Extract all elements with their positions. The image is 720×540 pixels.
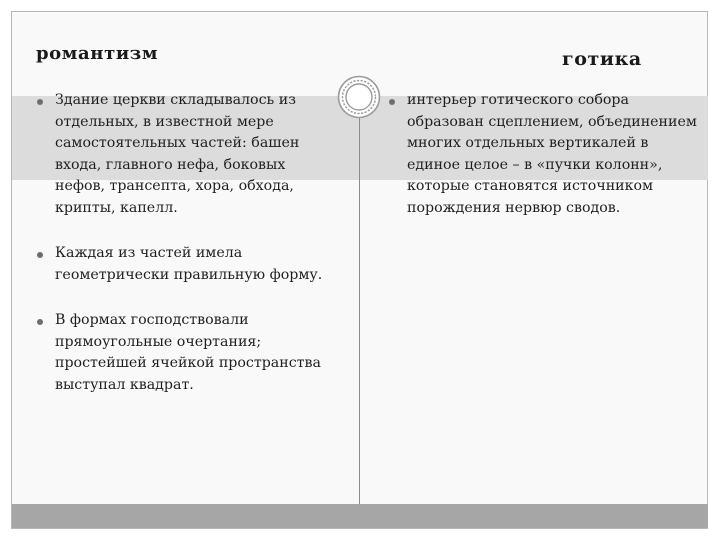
footer-bar (12, 504, 708, 528)
bullet-dot-icon (37, 99, 43, 105)
column-divider (359, 112, 360, 504)
center-ring-icon (337, 75, 381, 119)
bullet-dot-icon (389, 99, 395, 105)
heading-gothic: готика (562, 48, 642, 70)
list-item-text: интерьер готического собора образован сцеплением, объединением многих отдельных вертикалей в единое целое – в «пучки колонн», которые становятся источником порождения нервюр сводов. (407, 92, 697, 216)
list-item-text: Здание церкви складывалось из отдельных, в известной мере самостоятельных частей: башен входа, главного нефа, боковых нефов, трансепта, хора, обхода, крипты, капелл. (55, 92, 300, 216)
list-item-text: В формах господствовали прямоугольные очертания; простейшей ячейкой пространства выступал квадрат. (55, 312, 321, 393)
bullet-dot-icon (37, 252, 43, 258)
list-item (33, 310, 333, 396)
gothic-list (385, 90, 703, 219)
heading-romanticism: романтизм (36, 43, 159, 64)
list-item (33, 90, 333, 219)
bullet-dot-icon (37, 319, 43, 325)
list-item-text: Каждая из частей имела геометрически правильную форму. (55, 245, 323, 283)
romanticism-list (33, 90, 333, 396)
list-item (33, 243, 333, 286)
list-item (385, 90, 703, 219)
